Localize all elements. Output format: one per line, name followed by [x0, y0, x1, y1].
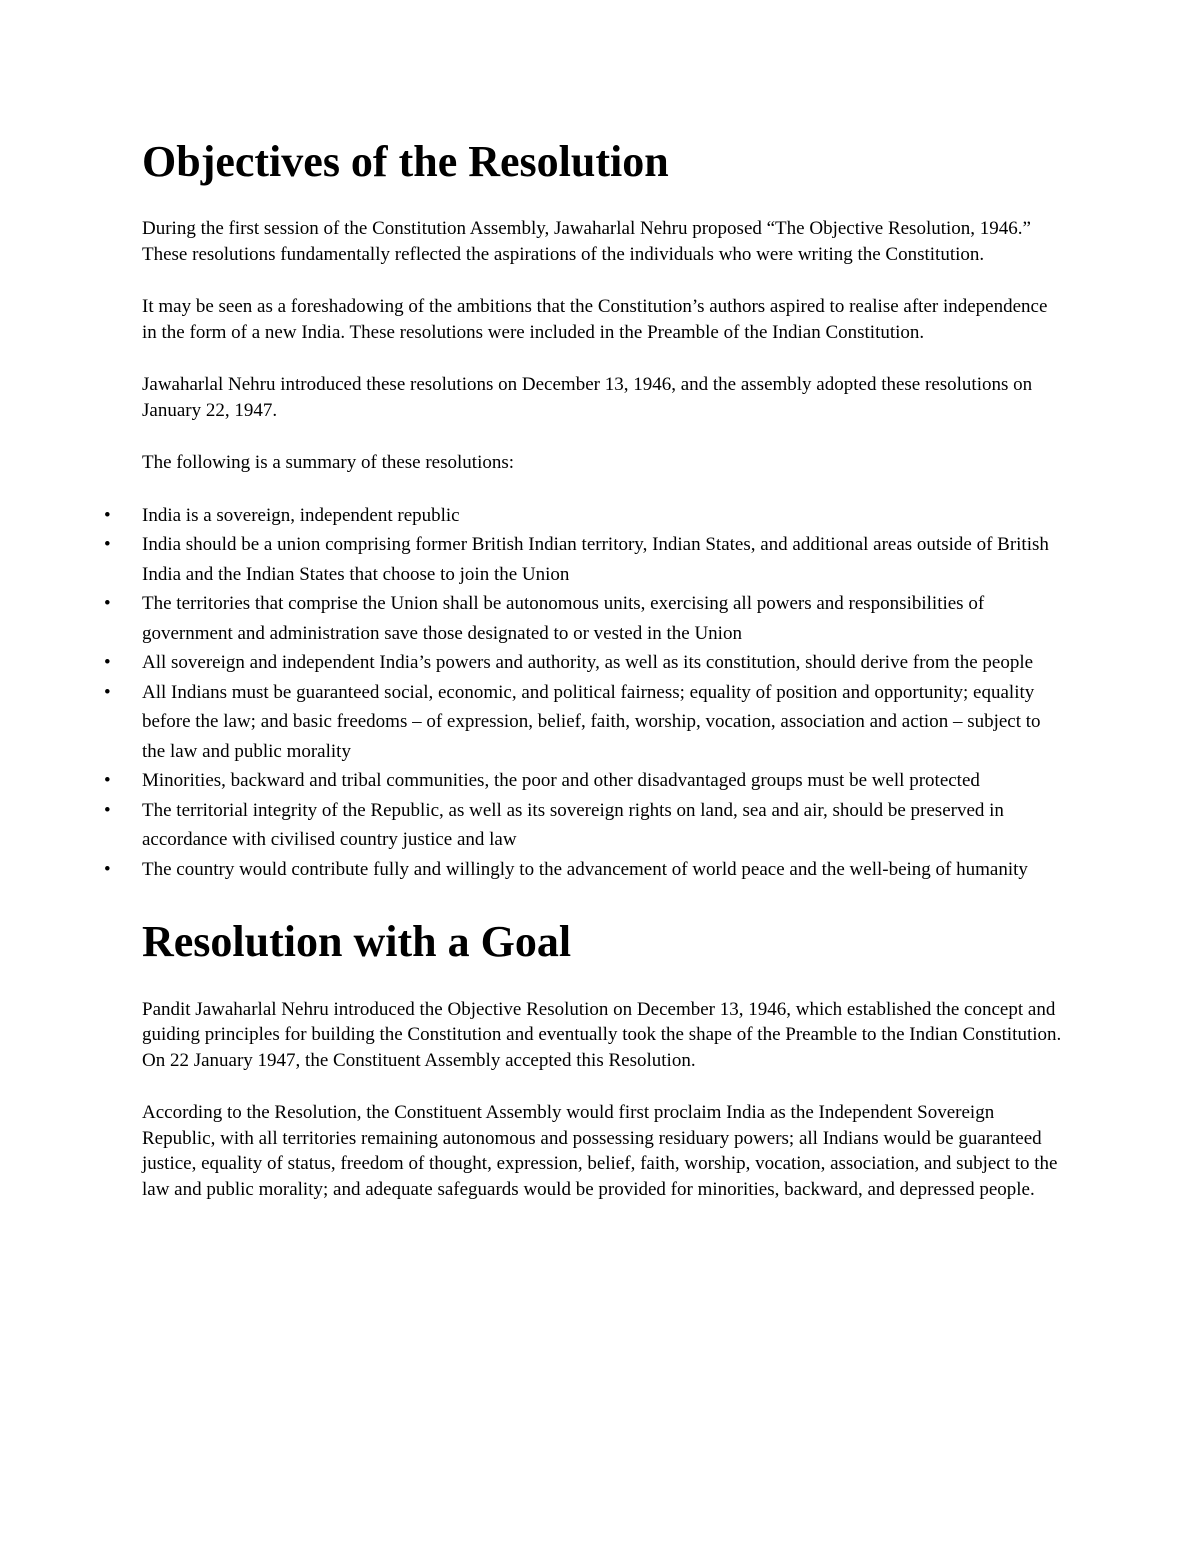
paragraph: It may be seen as a foreshadowing of the ambitions that the Constitution’s authors aspired to realise after independence in the form of a new India. These resolutions were included in the Preamble of the Indian Constitution. [142, 296, 1048, 343]
paragraph: According to the Resolution, the Constituent Assembly would first proclaim India as the Independent Sovereign Republic, with all territories remaining autonomous and possessing residuary powers; all Indians would be guaranteed justice, equality of status, freedom of thought, expression, belief, faith, worship, vocation, association, and subject to the law and public morality; and adequate safeguards would be provided for minorities, backward, and depressed people. [142, 1102, 1058, 1200]
paragraph: The following is a summary of these resolutions: [142, 452, 515, 474]
bullet-icon: • [104, 534, 111, 556]
list-item-text: India should be a union comprising former British Indian territory, Indian States, and additional areas outside of British India and the Indian States that choose to join the Union [142, 534, 1049, 585]
bullet-icon: • [104, 652, 111, 674]
paragraph: Pandit Jawaharlal Nehru introduced the Objective Resolution on December 13, 1946, which established the concept and guiding principles for building the Constitution and eventually took the shape of the Preamble to the Indian Constitution. On 22 January 1947, the Constituent Assembly accepted this Resolution. [142, 998, 1062, 1071]
list-item-text: Minorities, backward and tribal communities, the poor and other disadvantaged groups must be well protected [142, 770, 980, 792]
list-item-text: All Indians must be guaranteed social, economic, and political fairness; equality of position and opportunity; equality before the law; and basic freedoms – of expression, belief, faith, worship, vocation, association and action – subject to the law and public morality [142, 681, 1041, 762]
resolution-summary-list [104, 501, 1062, 885]
list-item [104, 766, 1062, 796]
list-item [104, 855, 1062, 885]
bullet-icon: • [104, 858, 111, 880]
document-page [104, 137, 1062, 1229]
paragraph: Jawaharlal Nehru introduced these resolutions on December 13, 1946, and the assembly adopted these resolutions on January 22, 1947. [142, 374, 1033, 421]
list-item [104, 589, 1062, 648]
bullet-icon: • [104, 770, 111, 792]
bullet-icon: • [104, 504, 111, 526]
list-item-text: The territories that comprise the Union shall be autonomous units, exercising all powers and responsibilities of government and administration save those designated to or vested in the Union [142, 593, 985, 644]
list-item-text: All sovereign and independent India’s powers and authority, as well as its constitution, should derive from the people [142, 652, 1034, 674]
bullet-icon: • [104, 681, 111, 703]
list-item-text: The territorial integrity of the Republic, as well as its sovereign rights on land, sea and air, should be preserved in accordance with civilised country justice and law [142, 799, 1004, 851]
list-item [104, 796, 1062, 855]
list-item [104, 530, 1062, 589]
bullet-icon: • [104, 593, 111, 615]
bullet-icon: • [104, 799, 111, 821]
paragraph: During the first session of the Constitution Assembly, Jawaharlal Nehru proposed “The Objective Resolution, 1946.” These resolutions fundamentally reflected the aspirations of the individuals who were writing the Constitution. [142, 218, 1031, 265]
section-heading-resolution-goal: Resolution with a Goal [142, 917, 572, 967]
list-item [104, 678, 1062, 767]
list-item [104, 648, 1062, 678]
section-heading-objectives: Objectives of the Resolution [142, 137, 669, 186]
list-item [104, 501, 1062, 531]
list-item-text: The country would contribute fully and willingly to the advancement of world peace and the well-being of humanity [142, 858, 1028, 880]
list-item-text: India is a sovereign, independent republic [142, 504, 460, 526]
